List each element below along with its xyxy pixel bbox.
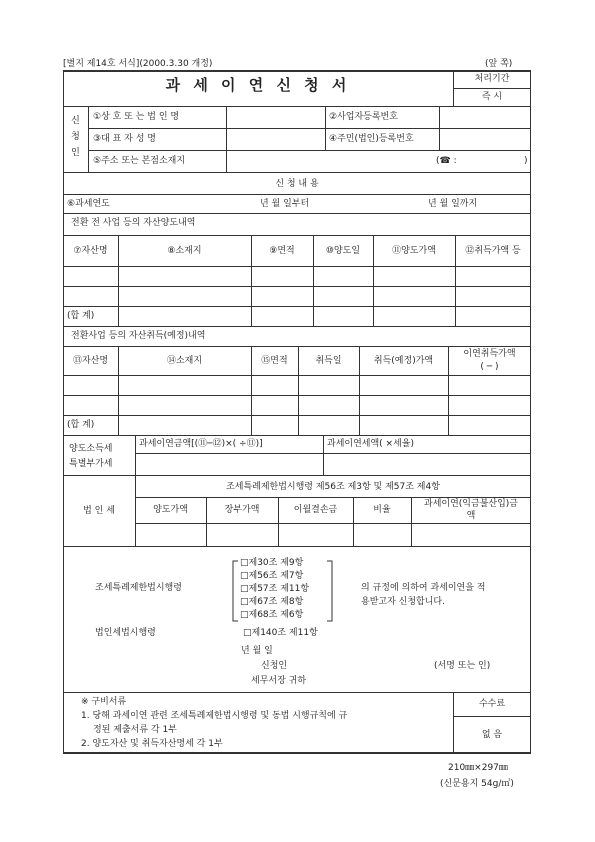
signature-note: (서명 또는 인) — [434, 661, 491, 671]
law-name-corporate: 법인세법시행령 — [95, 628, 156, 638]
before-col-acquisition-price: ⑫취득가액 등 — [465, 246, 521, 256]
transfer-tax-label: 양도소득세 — [69, 444, 113, 454]
before-section-title: 전환 전 사업 등의 자산양도내역 — [71, 218, 196, 228]
processing-period-value: 즉 시 — [481, 92, 503, 102]
article-item-2[interactable]: □제56조 제7항 — [240, 571, 304, 581]
declaration-text-1: 의 규정에 의하여 과세이연을 적 — [361, 583, 486, 593]
processing-period-label: 처리기간 — [474, 74, 510, 84]
before-col-asset: ⑦자산명 — [73, 246, 108, 256]
tax-deferral-form — [63, 70, 531, 753]
company-name-label: ①상 호 또 는 법 인 명 — [93, 112, 180, 122]
attachment-item-1a: 1. 당해 과세이연 관련 조세특례제한법시행령 및 동법 시행규칙에 규 — [81, 711, 348, 721]
representative-label: ③대 표 자 성 명 — [93, 134, 156, 144]
before-col-area: ⑨면적 — [269, 246, 295, 256]
after-col-deferred-price-formula: ( ─ ) — [480, 362, 499, 372]
after-col-area: ⑮면적 — [261, 356, 288, 366]
attachments-title: ※ 구비서류 — [81, 697, 127, 707]
tax-year-from: 년 월 일부터 — [260, 199, 310, 209]
paper-size: 210㎜×297㎜ — [448, 763, 508, 773]
corp-col-transfer-price: 양도가액 — [153, 505, 188, 515]
form-title: 과 세 이 연 신 청 서 — [165, 76, 351, 94]
after-section-title: 전환사업 등의 자산취득(예정)내역 — [71, 331, 206, 341]
before-col-transfer-date: ⑩양도일 — [325, 246, 361, 256]
resident-no-label: ④주민(법인)등록번호 — [329, 134, 414, 144]
article-item-3[interactable]: □제57조 제11항 — [240, 584, 310, 594]
request-section-title: 신 청 내 용 — [275, 179, 319, 189]
corp-col-carried-loss: 이월결손금 — [293, 505, 338, 515]
fee-label: 수수료 — [478, 699, 506, 709]
before-total-label: (합 계) — [67, 311, 95, 321]
addressee: 세무서장 귀하 — [251, 676, 307, 686]
after-col-location: ⑭소재지 — [166, 356, 203, 366]
special-surtax-label: 특별부가세 — [69, 459, 113, 469]
applicant-label-1: 신 — [71, 116, 80, 126]
after-col-asset: ⑬자산명 — [72, 356, 109, 366]
form-number: [별지 제14호 서식](2000.3.30 개정) — [63, 59, 213, 69]
deferred-amount-label: 과세이연금액[(⑪─⑫)×( ÷⑪)] — [139, 439, 263, 449]
declaration-date: 년 월 일 — [241, 646, 273, 656]
address-label: ⑤주소 또는 본점소재지 — [93, 156, 186, 166]
before-col-transfer-price: ⑪양도가액 — [392, 246, 436, 256]
phone-label: (☎ : — [436, 156, 457, 166]
corp-col-deferred-amount-1: 과세이연(익금불산입)금 — [424, 499, 518, 509]
corp-col-ratio: 비율 — [373, 505, 391, 515]
left-bracket — [231, 559, 239, 623]
article-item-5[interactable]: □제68조 제6항 — [240, 610, 304, 620]
declaration-text-2: 용받고자 신청합니다. — [361, 597, 445, 607]
after-col-deferred-price: 이연취득가액 — [463, 349, 516, 359]
law-name-special: 조세특례제한법시행령 — [95, 583, 182, 593]
corporate-tax-label: 법 인 세 — [83, 506, 115, 516]
corporate-tax-regulation: 조세특례제한법시행령 제56조 제3항 및 제57조 제4항 — [226, 482, 440, 492]
applicant-label-2: 청 — [71, 132, 80, 142]
after-col-acquisition-date: 취득일 — [315, 356, 342, 366]
tax-year-label: ⑥과세연도 — [67, 199, 110, 209]
tax-year-to: 년 월 일까지 — [428, 199, 478, 209]
corp-col-deferred-amount-2: 액 — [466, 511, 476, 521]
article-item-corporate[interactable]: □제140조 제11항 — [243, 628, 318, 638]
corp-col-book-value: 장부가액 — [224, 505, 260, 515]
article-item-1[interactable]: □제30조 제9항 — [240, 558, 304, 568]
right-bracket — [326, 559, 334, 623]
page-side: (앞 쪽) — [485, 59, 513, 69]
after-total-label: (합 계) — [67, 420, 95, 430]
attachment-item-1b: 정된 제출서류 각 1부 — [93, 725, 177, 735]
phone-close: ) — [524, 156, 528, 166]
business-reg-no-label: ②사업자등록번호 — [329, 112, 398, 122]
deferred-tax-label: 과세이연세액( ×세율) — [327, 439, 414, 449]
after-col-acquisition-price: 취득(예정)가액 — [373, 356, 434, 366]
paper-type: (신문용지 54g/㎡) — [440, 779, 514, 789]
applicant-label-3: 인 — [71, 148, 80, 158]
attachment-item-2: 2. 양도자산 및 취득자산명세 각 1부 — [81, 739, 223, 749]
before-col-location: ⑧소재지 — [167, 246, 202, 256]
applicant-sign-label: 신청인 — [261, 661, 288, 671]
fee-value: 없 음 — [481, 730, 503, 740]
article-item-4[interactable]: □제67조 제8항 — [240, 597, 304, 607]
